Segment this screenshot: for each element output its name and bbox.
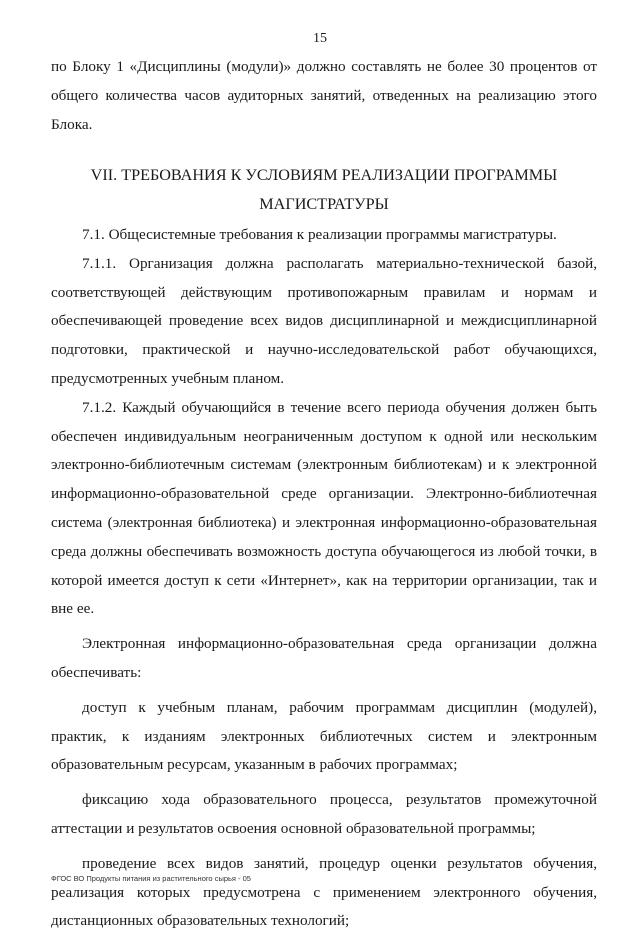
- section-heading-line-2: МАГИСТРАТУРЫ: [259, 195, 389, 214]
- page-footer: ФГОС ВО Продукты питания из растительного сырья - 05: [51, 874, 251, 883]
- list-item: фиксацию хода образовательного процесса, результатов промежуточной аттестации и результатов освоения основной образовательной программы;: [51, 791, 597, 837]
- section-heading: [51, 161, 597, 219]
- clause-7-1-1: 7.1.1. Организация должна располагать материально-технической базой, соответствующей действующим противопожарным правилам и нормам и обеспечивающей проведение всех видов дисциплинарной и междисциплинарной подготовки, практической и научно-исследовательской работ обучающихся, предусмотренных учебным планом.: [51, 254, 597, 387]
- list-item: доступ к учебным планам, рабочим программам дисциплин (модулей), практик, к изданиям электронных библиотечных систем и электронным образовательным ресурсам, указанным в рабочих программах;: [51, 698, 597, 774]
- intro-paragraph: по Блоку 1 «Дисциплины (модули)» должно составлять не более 30 процентов от общего количества часов аудиторных занятий, отведенных на реализацию этого Блока.: [51, 58, 597, 133]
- clause-7-1: 7.1. Общесистемные требования к реализации программы магистратуры.: [82, 225, 557, 243]
- environment-intro: Электронная информационно-образовательная среда организации должна обеспечивать:: [51, 635, 597, 681]
- document-body: [51, 53, 597, 936]
- list-item: проведение всех видов занятий, процедур оценки результатов обучения, реализация которых предусмотрена с применением электронного обучения, дистанционных образовательных технологий;: [51, 854, 597, 930]
- section-heading-line-1: VII. ТРЕБОВАНИЯ К УСЛОВИЯМ РЕАЛИЗАЦИИ ПРОГРАММЫ: [90, 166, 558, 185]
- page-number: 15: [313, 31, 327, 46]
- clause-7-1-2: 7.1.2. Каждый обучающийся в течение всего периода обучения должен быть обеспечен индивидуальным неограниченным доступом к одной или нескольким электронно-библиотечным системам (электронным библиотекам) и к электронной информационно-образовательной среде организации. Электронно-библиотечная система (электронная библиотека) и электронная информационно-образовательная среда должны обеспечивать возможность доступа обучающегося из любой точки, в которой имеется доступ к сети «Интернет», как на территории организации, так и вне ее.: [51, 398, 597, 618]
